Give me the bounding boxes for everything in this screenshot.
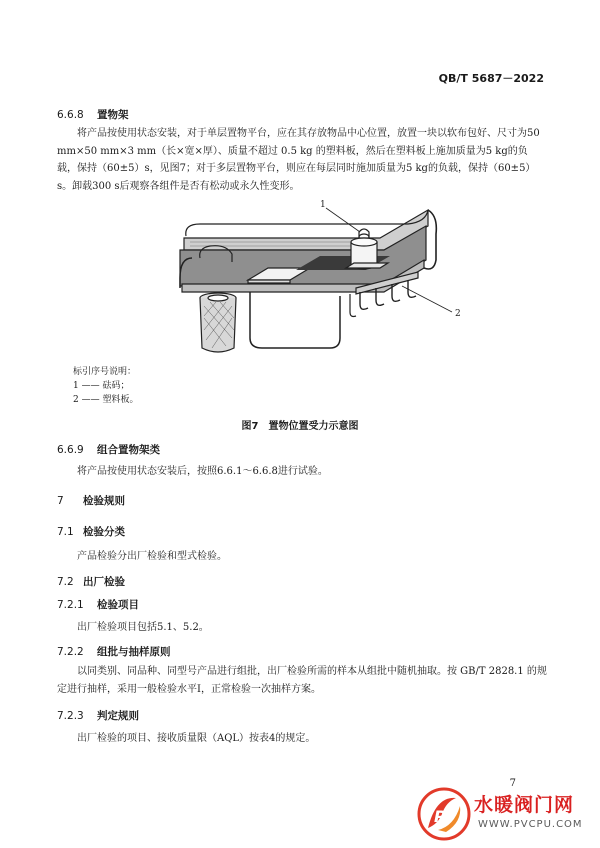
section-number: 7.1 [57,526,74,538]
watermark-text: 水暖阀门网 [474,794,575,816]
section-number: 7.2.3 [57,710,84,722]
section-6-6-9-heading [57,442,160,457]
section-title: 检验分类 [83,526,125,538]
section-7-1-heading [57,524,125,539]
section-6-6-9-paragraph: 将产品按使用状态安装后，按照6.6.1～6.6.8进行试验。 [77,466,328,477]
section-title: 检验项目 [97,599,139,611]
section-6-6-8-paragraph: 将产品按使用状态安装，对于单层置物平台，应在其存放物品中心位置，放置一块以软布包好、尺寸为50 mm×50 mm×3 mm（长×宽×厚）、质量不超过 0.5 kg 的塑料板，然后在塑料板上施加质量为5 kg的负载，保持（60±5）s，见图7；对于多层置物平台，则应在每层同时施加质量为5 kg的负载，保持（60±5）s。卸载300 s后观察各组件是否有松动或永久性变形。 [57,128,540,192]
section-number: 7.2.1 [57,599,84,611]
section-title: 置物架 [97,109,129,121]
section-number: 7 [57,495,64,507]
section-7-2-1-heading [57,597,139,612]
section-7-heading [57,493,125,508]
shelf-drawing [180,208,452,352]
legend-item-1: 1 —— 砝码； [73,381,130,391]
figure-legend [73,365,138,407]
callout-1: 1 [320,200,326,210]
watermark-url: WWW.PVCPU.COM [478,819,583,830]
section-7-2-3-heading [57,708,139,723]
section-7-1-paragraph: 产品检验分出厂检验和型式检验。 [77,551,227,562]
standard-code: QB/T 5687－2022 [438,72,544,85]
section-7-2-2-paragraph: 以同类别、同品种、同型号产品进行组批，出厂检验所需的样本从组批中随机抽取。按 GB/T 2828.1 的规定进行抽样，采用一般检验水平Ⅰ，正常检验一次抽样方案。 [57,666,547,695]
section-7-2-heading [57,574,125,589]
section-number: 7.2 [57,576,74,588]
pv-logo-icon [416,786,472,842]
section-number: 6.6.9 [57,444,84,456]
section-title: 判定规则 [97,710,139,722]
section-title: 组合置物架类 [97,444,160,456]
section-title: 出厂检验 [83,576,125,588]
legend-title: 标引序号说明： [73,367,137,377]
section-number: 7.2.2 [57,646,84,658]
callout-2: 2 [455,309,461,319]
page-number: 7 [509,778,516,789]
section-title: 检验规则 [83,495,125,507]
section-7-2-1-paragraph: 出厂检验项目包括5.1、5.2。 [77,622,209,633]
section-7-2-3-paragraph: 出厂检验的项目、接收质量限（AQL）按表4的规定。 [77,733,316,744]
site-watermark [416,786,594,844]
section-7-2-2-heading [57,644,171,659]
legend-item-2: 2 —— 塑料板。 [73,395,139,405]
figure-caption: 图7 置物位置受力示意图 [241,421,359,432]
section-title: 组批与抽样原则 [97,646,171,658]
svg-text:P: P [434,807,446,826]
figure-7-shelf-diagram [170,188,470,360]
section-number: 6.6.8 [57,109,84,121]
section-6-6-8-heading [57,107,129,122]
